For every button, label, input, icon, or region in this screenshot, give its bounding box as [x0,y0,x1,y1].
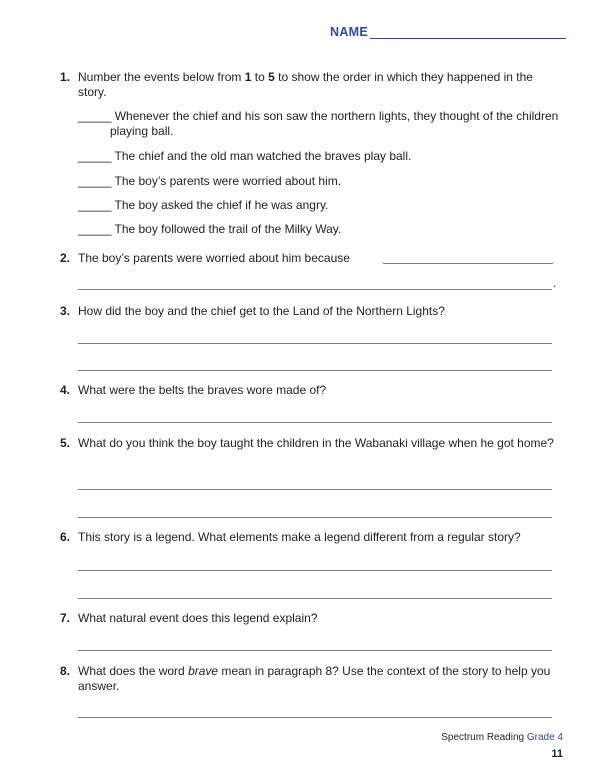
q6-answer-line-1[interactable] [78,570,552,571]
name-label: NAME [330,25,369,39]
q1-to: 5 [268,70,275,84]
q1-event-5[interactable]: _____ The boy followed the trail of the Milky Way. [78,222,342,236]
q1-event-3[interactable]: _____ The boy’s parents were worried about him. [78,174,342,188]
q1-event-4[interactable]: _____ The boy asked the chief if he was angry. [78,198,329,212]
q2-answer-line-inline[interactable] [383,263,553,264]
q8-prompt [78,664,558,694]
q8-emphasis-word: brave [188,664,219,678]
q8-number: 8. [60,664,71,678]
page-number: 11 [551,748,563,760]
q3-answer-line-1[interactable] [78,343,552,344]
q1-event-1[interactable]: _____ Whenever the chief and his son saw the northern lights, they thought of the children playing ball. [78,109,559,138]
q1-prompt-c: to show the order in which they happened in the story. [78,70,533,99]
q1-prompt-b: to [251,70,269,84]
q7-prompt: What natural event does this legend explain? [78,611,318,625]
q7-answer-line[interactable] [78,650,552,651]
q8-prompt-a: What does the word [78,664,189,678]
q1-prompt-a: Number the events below from [78,70,245,84]
q1-from: 1 [244,70,252,84]
q7-number: 7. [60,611,71,625]
q5-answer-line-1[interactable] [78,489,552,490]
q1-event-2[interactable]: _____ The chief and the old man watched the braves play ball. [78,149,412,163]
q6-prompt: This story is a legend. What elements make a legend different from a regular story? [78,530,521,544]
q3-number: 3. [60,304,71,318]
q3-answer-line-2[interactable] [78,370,552,371]
q5-prompt: What do you think the boy taught the children in the Wabanaki village when he got home? [78,436,554,450]
q8-answer-line[interactable] [78,717,552,718]
name-line[interactable] [370,38,566,39]
q6-number: 6. [60,530,71,544]
q6-answer-line-2[interactable] [78,598,552,599]
q5-number: 5. [60,436,71,450]
footer-series: Spectrum Reading [441,732,527,743]
q2-number: 2. [60,251,71,265]
q2-prompt: The boy’s parents were worried about him because [78,251,350,265]
q2-answer-line[interactable] [78,289,552,290]
footer-credit [441,732,563,743]
q4-answer-line[interactable] [78,422,552,423]
footer-grade: Grade 4 [526,732,563,743]
q1-number: 1. [60,70,71,84]
q1-prompt [78,70,564,100]
q4-prompt: What were the belts the braves wore made of? [78,383,327,397]
q3-prompt: How did the boy and the chief get to the Land of the Northern Lights? [78,304,445,318]
q4-number: 4. [60,383,71,397]
q2-end-mark: . [553,276,557,290]
q5-answer-line-2[interactable] [78,517,552,518]
q8-prompt-b: mean in paragraph 8? Use the context of the story to help you answer. [78,664,551,693]
